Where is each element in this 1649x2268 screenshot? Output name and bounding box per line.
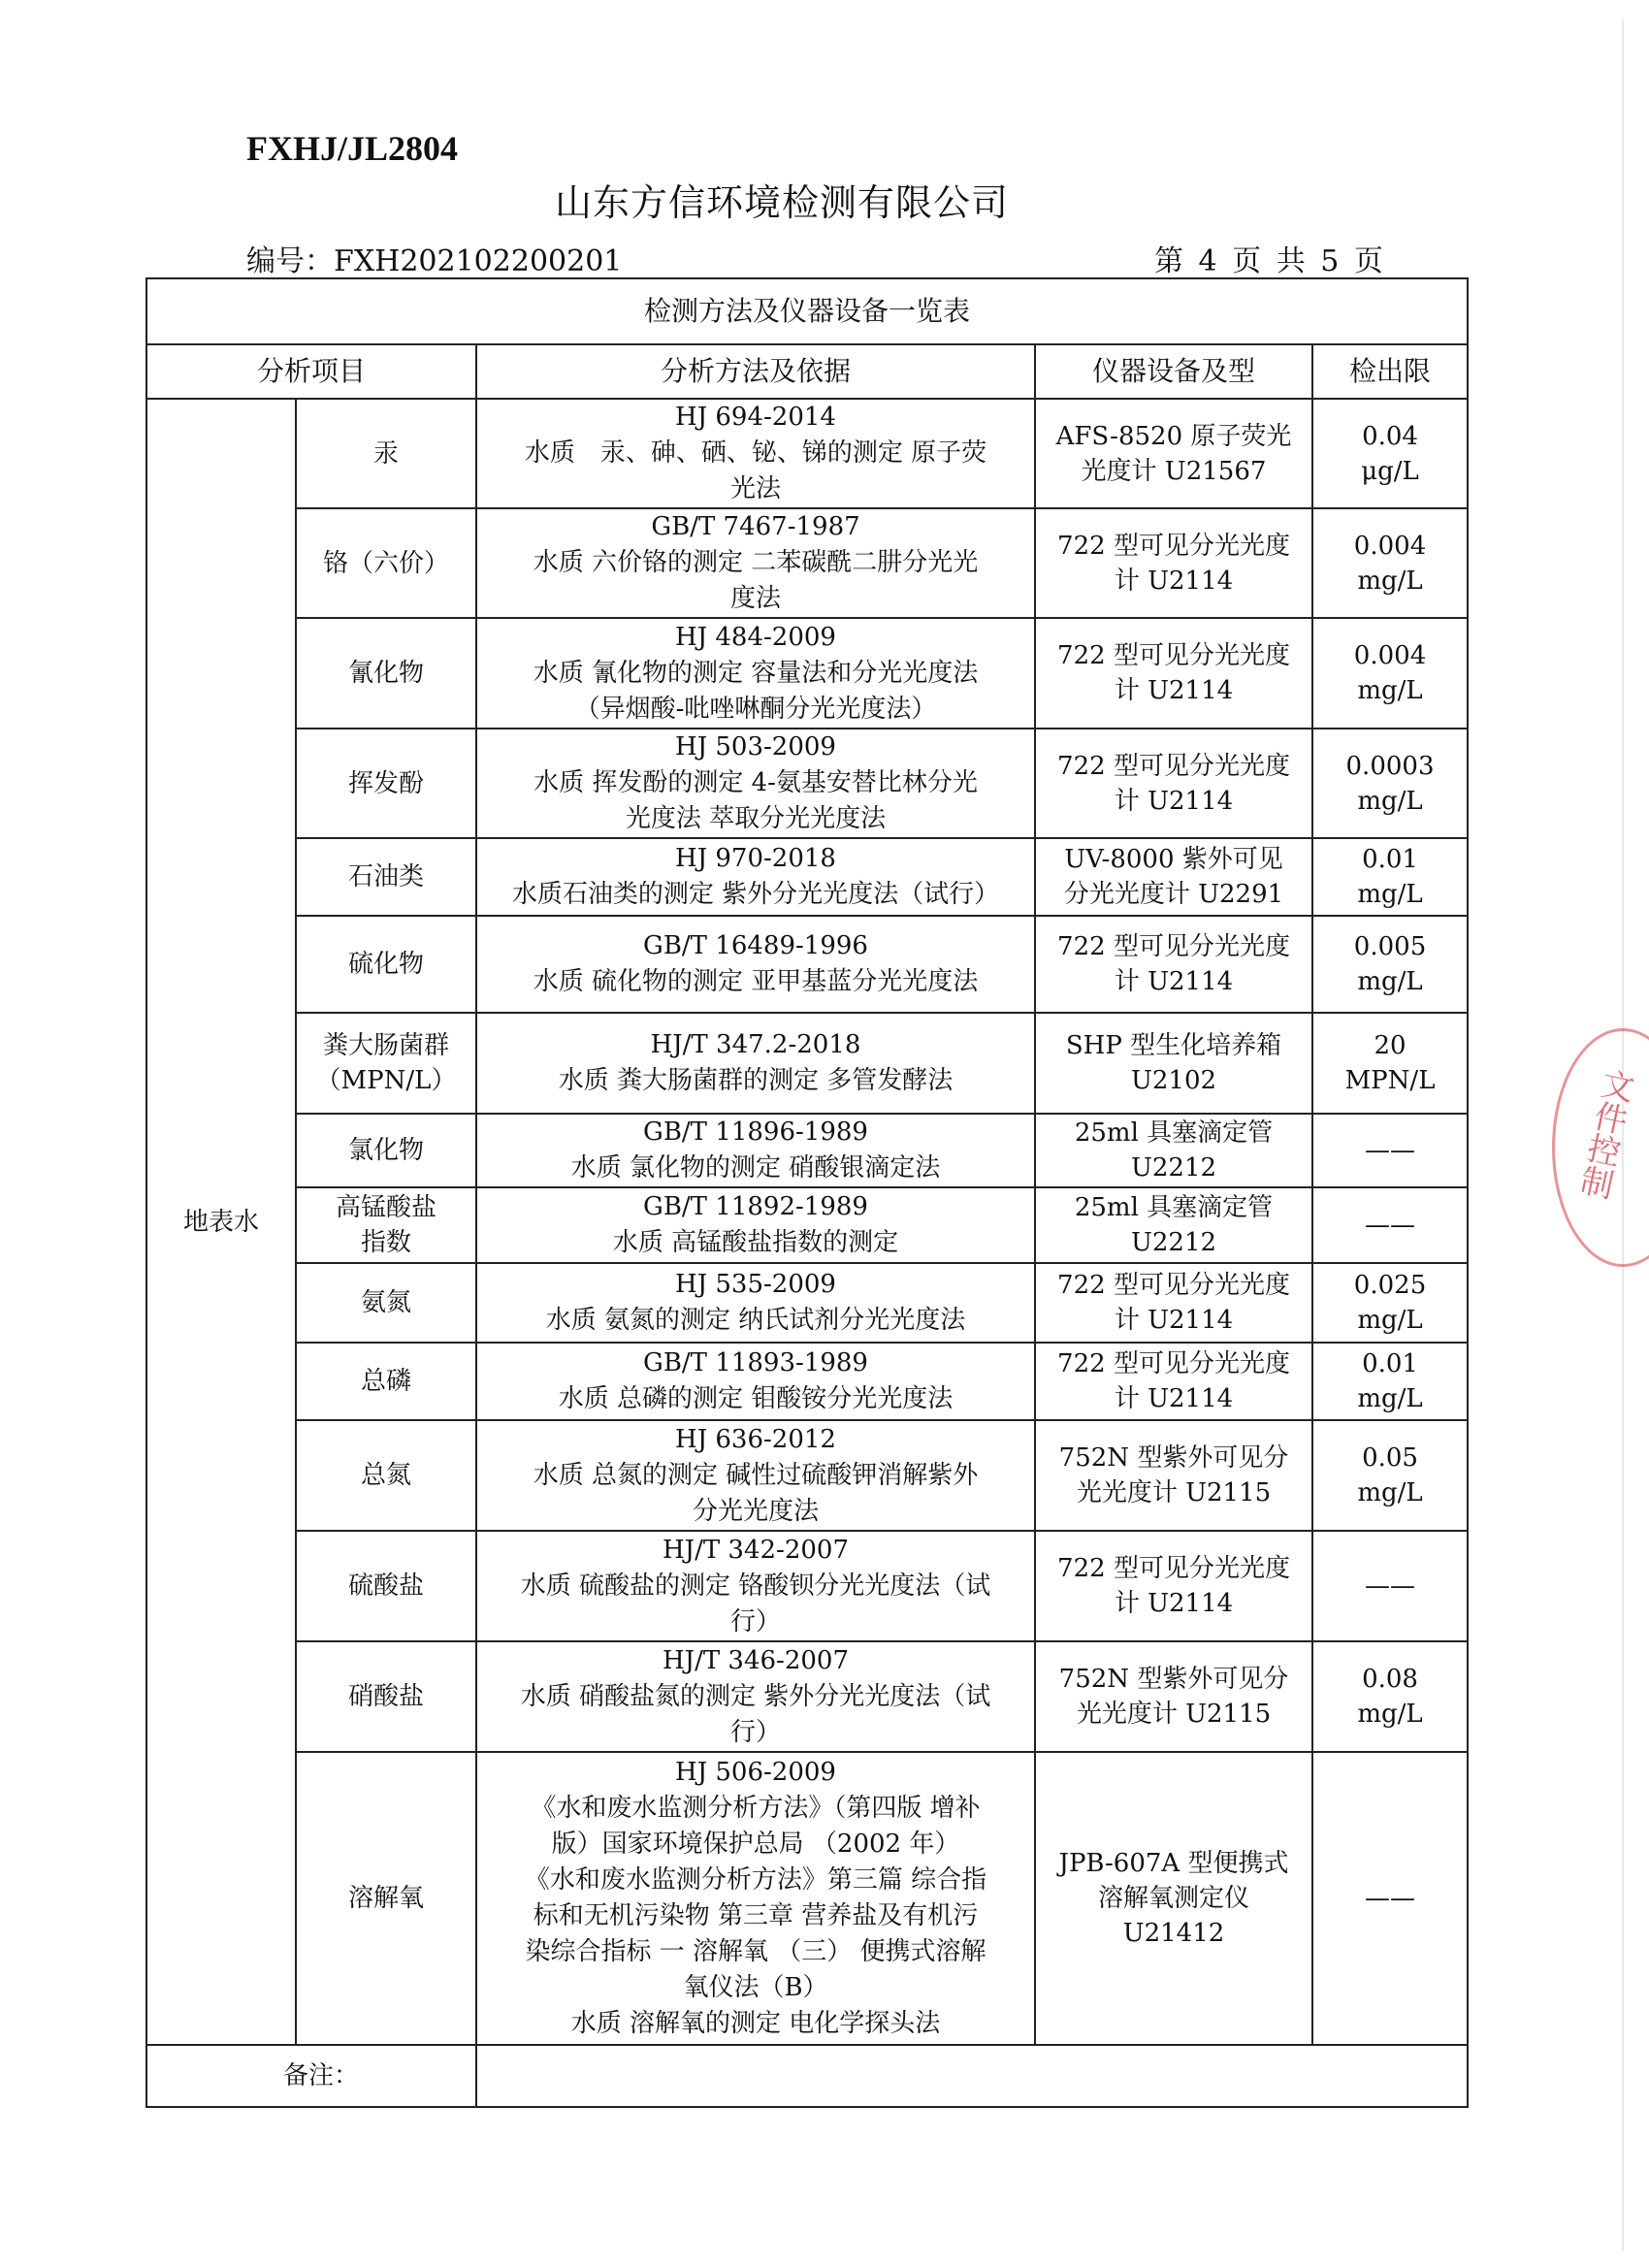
item-cell-line: （MPN/L） bbox=[315, 1066, 457, 1095]
item-cell-line: 铬（六价） bbox=[322, 548, 449, 578]
item-cell bbox=[296, 1420, 476, 1531]
method-cell-line: 标和无机污染物 第三章 营养盐及有机污 bbox=[533, 1901, 979, 1930]
instrument-cell bbox=[1035, 1752, 1312, 2045]
col-header-method: 分析方法及依据 bbox=[476, 344, 1035, 399]
instrument-cell-line: 722 型可见分光光度 bbox=[1057, 641, 1290, 670]
table-row bbox=[146, 916, 1468, 1013]
method-cell-line: 水质 氯化物的测定 硝酸银滴定法 bbox=[570, 1153, 941, 1183]
item-cell-line: 溶解氧 bbox=[347, 1884, 424, 1913]
item-cell-line: 汞 bbox=[372, 438, 399, 469]
instrument-cell bbox=[1035, 916, 1312, 1013]
method-cell-line: 水质 六价铬的测定 二苯碳酰二肼分光光 bbox=[533, 548, 979, 577]
method-cell-line: HJ 506-2009 bbox=[675, 1758, 836, 1787]
item-cell bbox=[296, 508, 476, 618]
item-cell-line: 石油类 bbox=[347, 862, 424, 891]
limit-cell-line: mg/L bbox=[1357, 1306, 1423, 1335]
instrument-cell-line: 25ml 具塞滴定管 bbox=[1074, 1193, 1274, 1222]
table-row bbox=[146, 399, 1468, 508]
limit-cell-line: MPN/L bbox=[1344, 1066, 1436, 1095]
method-cell-line: 度法 bbox=[729, 584, 781, 613]
method-cell-line: GB/T 16489-1996 bbox=[643, 931, 868, 960]
instrument-cell-line: 分光光度计 U2291 bbox=[1063, 880, 1284, 909]
instrument-cell-line: 722 型可见分光光度 bbox=[1057, 531, 1290, 561]
instrument-cell bbox=[1035, 838, 1312, 916]
company-name: 山东方信环境检测有限公司 bbox=[554, 181, 1009, 224]
method-cell bbox=[476, 916, 1035, 1013]
instrument-cell-line: 722 型可见分光光度 bbox=[1057, 751, 1290, 781]
method-cell-line: 版）国家环境保护总局 （2002 年） bbox=[551, 1830, 960, 1859]
instrument-cell-line: 752N 型紫外可见分 bbox=[1058, 1443, 1289, 1473]
item-cell-line: 挥发酚 bbox=[347, 768, 424, 798]
item-cell-line: 氰化物 bbox=[347, 659, 424, 688]
method-cell-line: 水质 氨氮的测定 纳氏试剂分光光度法 bbox=[545, 1306, 966, 1335]
method-cell-line: 行） bbox=[729, 1717, 781, 1747]
limit-cell bbox=[1312, 1752, 1468, 2045]
form-code: FXHJ/JL2804 bbox=[246, 129, 459, 168]
limit-cell-line: mg/L bbox=[1357, 1478, 1423, 1507]
table-row bbox=[146, 1752, 1468, 2045]
method-cell-line: 《水和废水监测分析方法》第三篇 综合指 bbox=[524, 1865, 987, 1895]
method-cell-line: HJ 636-2012 bbox=[675, 1424, 836, 1454]
item-cell-line: 总磷 bbox=[360, 1367, 411, 1396]
limit-cell-line: —— bbox=[1365, 1884, 1416, 1913]
instrument-cell-line: SHP 型生化培养箱 bbox=[1065, 1031, 1282, 1060]
table-row bbox=[146, 1343, 1468, 1420]
limit-cell-line: —— bbox=[1365, 1211, 1416, 1240]
method-cell-line: HJ/T 342-2007 bbox=[662, 1535, 850, 1565]
limit-cell-line: mg/L bbox=[1357, 967, 1423, 996]
report-number: 编号：FXH202102200201 bbox=[246, 244, 623, 278]
method-cell-line: 水质 汞、砷、硒、铋、锑的测定 原子荧 bbox=[524, 438, 987, 468]
instrument-cell-line: 计 U2114 bbox=[1114, 676, 1234, 705]
instrument-cell-line: U2212 bbox=[1130, 1228, 1217, 1257]
limit-cell-line: 0.01 bbox=[1362, 1349, 1418, 1378]
table-row bbox=[146, 729, 1468, 838]
limit-cell-line: mg/L bbox=[1357, 1384, 1423, 1413]
item-cell-line: 硫化物 bbox=[347, 950, 424, 979]
limit-cell bbox=[1312, 399, 1468, 508]
limit-cell bbox=[1312, 1420, 1468, 1531]
item-cell bbox=[296, 399, 476, 508]
method-cell-line: 氧仪法（B） bbox=[683, 1973, 828, 2002]
method-cell-line: 水质 氰化物的测定 容量法和分光光度法 bbox=[533, 658, 979, 688]
limit-cell-line: 20 bbox=[1374, 1031, 1406, 1060]
limit-cell-line: mg/L bbox=[1357, 786, 1423, 816]
limit-cell bbox=[1312, 838, 1468, 916]
table-row bbox=[146, 1263, 1468, 1343]
method-cell bbox=[476, 1420, 1035, 1531]
instrument-cell bbox=[1035, 618, 1312, 729]
instrument-cell bbox=[1035, 399, 1312, 508]
limit-cell-line: 0.005 bbox=[1353, 932, 1427, 961]
page-info: 第 4 页 共 5 页 bbox=[1154, 244, 1383, 278]
instrument-cell-line: 光光度计 U2115 bbox=[1076, 1478, 1272, 1507]
limit-cell-line: —— bbox=[1365, 1571, 1416, 1601]
instrument-cell-line: AFS-8520 原子荧光 bbox=[1055, 421, 1292, 451]
method-cell bbox=[476, 1187, 1035, 1263]
limit-cell-line: 0.004 bbox=[1353, 641, 1427, 670]
item-cell-line: 指数 bbox=[360, 1228, 411, 1257]
limit-cell-line: mg/L bbox=[1357, 1700, 1423, 1729]
method-cell-line: 水质 高锰酸盐指数的测定 bbox=[612, 1228, 899, 1257]
method-cell bbox=[476, 1114, 1035, 1187]
instrument-cell-line: 溶解氧测定仪 bbox=[1097, 1884, 1249, 1913]
seal-stamp-text: 文件控制 bbox=[1571, 1064, 1637, 1202]
method-cell-line: GB/T 11893-1989 bbox=[643, 1348, 868, 1377]
limit-cell-line: 0.05 bbox=[1362, 1443, 1418, 1473]
method-cell bbox=[476, 399, 1035, 508]
item-cell bbox=[296, 1641, 476, 1752]
instrument-cell-line: 25ml 具塞滴定管 bbox=[1074, 1118, 1274, 1148]
method-cell bbox=[476, 1343, 1035, 1420]
limit-cell bbox=[1312, 729, 1468, 838]
instrument-cell-line: 光光度计 U2115 bbox=[1076, 1700, 1272, 1729]
method-cell-line: 水质 总氮的测定 碱性过硫酸钾消解紫外 bbox=[533, 1460, 979, 1490]
instrument-cell bbox=[1035, 729, 1312, 838]
table-row bbox=[146, 618, 1468, 729]
limit-cell bbox=[1312, 618, 1468, 729]
item-cell bbox=[296, 1187, 476, 1263]
table-row bbox=[146, 1187, 1468, 1263]
table-row bbox=[146, 1420, 1468, 1531]
instrument-cell-line: U2102 bbox=[1130, 1066, 1217, 1095]
method-cell-line: 水质 挥发酚的测定 4-氨基安替比林分光 bbox=[534, 768, 978, 797]
method-cell-line: 光度法 萃取分光光度法 bbox=[625, 804, 887, 833]
item-cell-line: 硫酸盐 bbox=[347, 1571, 424, 1601]
item-cell bbox=[296, 1263, 476, 1343]
instrument-cell-line: 722 型可见分光光度 bbox=[1057, 1554, 1290, 1583]
method-cell bbox=[476, 1641, 1035, 1752]
method-cell-line: HJ/T 346-2007 bbox=[662, 1645, 850, 1675]
method-cell bbox=[476, 1752, 1035, 2045]
methods-instruments-table bbox=[146, 277, 1469, 2108]
limit-cell-line: 0.0003 bbox=[1345, 751, 1435, 781]
instrument-cell-line: 计 U2114 bbox=[1114, 566, 1234, 596]
instrument-cell bbox=[1035, 1343, 1312, 1420]
instrument-cell-line: 计 U2114 bbox=[1114, 1589, 1234, 1618]
limit-cell bbox=[1312, 1013, 1468, 1114]
table-row bbox=[146, 508, 1468, 618]
limit-cell-line: 0.004 bbox=[1353, 531, 1427, 561]
remark-value bbox=[476, 2045, 1468, 2107]
item-cell-line: 高锰酸盐 bbox=[335, 1193, 436, 1222]
method-cell-line: 水质 总磷的测定 钼酸铵分光光度法 bbox=[558, 1384, 954, 1413]
method-cell bbox=[476, 1531, 1035, 1641]
item-cell-line: 氯化物 bbox=[347, 1136, 424, 1165]
instrument-cell-line: 计 U2114 bbox=[1114, 967, 1234, 996]
method-cell-line: HJ/T 347.2-2018 bbox=[650, 1030, 861, 1059]
limit-cell-line: mg/L bbox=[1357, 676, 1423, 705]
instrument-cell bbox=[1035, 508, 1312, 618]
item-cell-line: 氨氮 bbox=[360, 1288, 411, 1317]
item-cell bbox=[296, 1114, 476, 1187]
instrument-cell-line: U2212 bbox=[1130, 1153, 1217, 1183]
method-cell-line: 染综合指标 一 溶解氧 （三） 便携式溶解 bbox=[525, 1937, 986, 1966]
item-cell bbox=[296, 1531, 476, 1641]
item-cell-line: 粪大肠菌群 bbox=[322, 1031, 449, 1060]
table-row bbox=[146, 1641, 1468, 1752]
instrument-cell-line: UV-8000 紫外可见 bbox=[1064, 845, 1283, 874]
table-row bbox=[146, 1531, 1468, 1641]
method-cell-line: HJ 484-2009 bbox=[675, 622, 836, 652]
instrument-cell bbox=[1035, 1531, 1312, 1641]
method-cell-line: 水质石油类的测定 紫外分光光度法（试行） bbox=[511, 880, 1000, 909]
instrument-cell-line: 752N 型紫外可见分 bbox=[1058, 1665, 1289, 1694]
limit-cell bbox=[1312, 1263, 1468, 1343]
instrument-cell bbox=[1035, 1187, 1312, 1263]
method-cell-line: 水质 硫化物的测定 亚甲基蓝分光光度法 bbox=[533, 967, 979, 996]
method-cell-line: HJ 694-2014 bbox=[675, 403, 836, 432]
limit-cell-line: 0.025 bbox=[1353, 1271, 1427, 1300]
limit-cell-line: 0.01 bbox=[1362, 845, 1418, 874]
instrument-cell-line: 光度计 U21567 bbox=[1081, 456, 1267, 486]
item-cell bbox=[296, 838, 476, 916]
limit-cell bbox=[1312, 1114, 1468, 1187]
instrument-cell bbox=[1035, 1420, 1312, 1531]
instrument-cell bbox=[1035, 1114, 1312, 1187]
remark-row bbox=[146, 2045, 1468, 2107]
instrument-cell-line: 722 型可见分光光度 bbox=[1057, 932, 1290, 961]
item-cell bbox=[296, 1343, 476, 1420]
item-cell-line: 硝酸盐 bbox=[347, 1682, 424, 1711]
col-header-item: 分析项目 bbox=[146, 344, 476, 399]
method-cell-line: 水质 硫酸盐的测定 铬酸钡分光光度法（试 bbox=[520, 1571, 991, 1601]
item-cell-line: 总氮 bbox=[360, 1461, 411, 1490]
instrument-cell-line: JPB-607A 型便携式 bbox=[1058, 1849, 1289, 1878]
category-cell: 地表水 bbox=[146, 399, 296, 2045]
col-header-instrument: 仪器设备及型 bbox=[1035, 344, 1312, 399]
limit-cell-line: —— bbox=[1365, 1136, 1416, 1165]
item-cell bbox=[296, 618, 476, 729]
method-cell-line: 水质 粪大肠菌群的测定 多管发酵法 bbox=[558, 1066, 954, 1095]
method-cell-line: 光法 bbox=[729, 474, 781, 503]
limit-cell bbox=[1312, 916, 1468, 1013]
method-cell-line: GB/T 11892-1989 bbox=[643, 1192, 868, 1221]
method-cell bbox=[476, 508, 1035, 618]
instrument-cell bbox=[1035, 1013, 1312, 1114]
method-cell bbox=[476, 838, 1035, 916]
table-title: 检测方法及仪器设备一览表 bbox=[146, 278, 1468, 344]
method-cell-line: HJ 970-2018 bbox=[675, 844, 836, 873]
method-cell-line: 分光光度法 bbox=[692, 1496, 819, 1526]
limit-cell bbox=[1312, 1343, 1468, 1420]
instrument-cell-line: 计 U2114 bbox=[1114, 1384, 1234, 1413]
limit-cell-line: mg/L bbox=[1357, 880, 1423, 909]
instrument-cell-line: 计 U2114 bbox=[1114, 786, 1234, 816]
method-cell-line: HJ 503-2009 bbox=[675, 732, 836, 761]
limit-cell-line: 0.08 bbox=[1362, 1665, 1418, 1694]
item-cell bbox=[296, 1752, 476, 2045]
instrument-cell-line: 计 U2114 bbox=[1114, 1306, 1234, 1335]
instrument-cell-line: 722 型可见分光光度 bbox=[1057, 1349, 1290, 1378]
limit-cell-line: μg/L bbox=[1361, 456, 1419, 486]
method-cell-line: HJ 535-2009 bbox=[675, 1270, 836, 1299]
method-cell-line: 行） bbox=[729, 1606, 781, 1636]
item-cell bbox=[296, 916, 476, 1013]
method-cell-line: GB/T 7467-1987 bbox=[651, 512, 860, 541]
limit-cell bbox=[1312, 508, 1468, 618]
method-cell-line: GB/T 11896-1989 bbox=[643, 1118, 868, 1147]
method-cell-line: 水质 溶解氧的测定 电化学探头法 bbox=[570, 2009, 941, 2038]
instrument-cell bbox=[1035, 1641, 1312, 1752]
col-header-limit: 检出限 bbox=[1312, 344, 1468, 399]
table-row bbox=[146, 1013, 1468, 1114]
method-cell bbox=[476, 618, 1035, 729]
limit-cell bbox=[1312, 1531, 1468, 1641]
instrument-cell-line: 722 型可见分光光度 bbox=[1057, 1271, 1290, 1300]
limit-cell bbox=[1312, 1187, 1468, 1263]
instrument-cell bbox=[1035, 1263, 1312, 1343]
item-cell bbox=[296, 729, 476, 838]
method-cell bbox=[476, 729, 1035, 838]
method-cell bbox=[476, 1013, 1035, 1114]
limit-cell-line: 0.04 bbox=[1362, 421, 1418, 451]
remark-label: 备注： bbox=[146, 2045, 476, 2107]
table-row bbox=[146, 1114, 1468, 1187]
table-row bbox=[146, 838, 1468, 916]
method-cell-line: （异烟酸-吡唑啉酮分光光度法） bbox=[574, 694, 937, 724]
instrument-cell-line: U21412 bbox=[1122, 1919, 1225, 1948]
limit-cell-line: mg/L bbox=[1357, 566, 1423, 596]
item-cell bbox=[296, 1013, 476, 1114]
method-cell-line: 水质 硝酸盐氮的测定 紫外分光光度法（试 bbox=[520, 1681, 991, 1711]
limit-cell bbox=[1312, 1641, 1468, 1752]
method-cell bbox=[476, 1263, 1035, 1343]
method-cell-line: 《水和废水监测分析方法》（第四版 增补 bbox=[531, 1794, 981, 1823]
